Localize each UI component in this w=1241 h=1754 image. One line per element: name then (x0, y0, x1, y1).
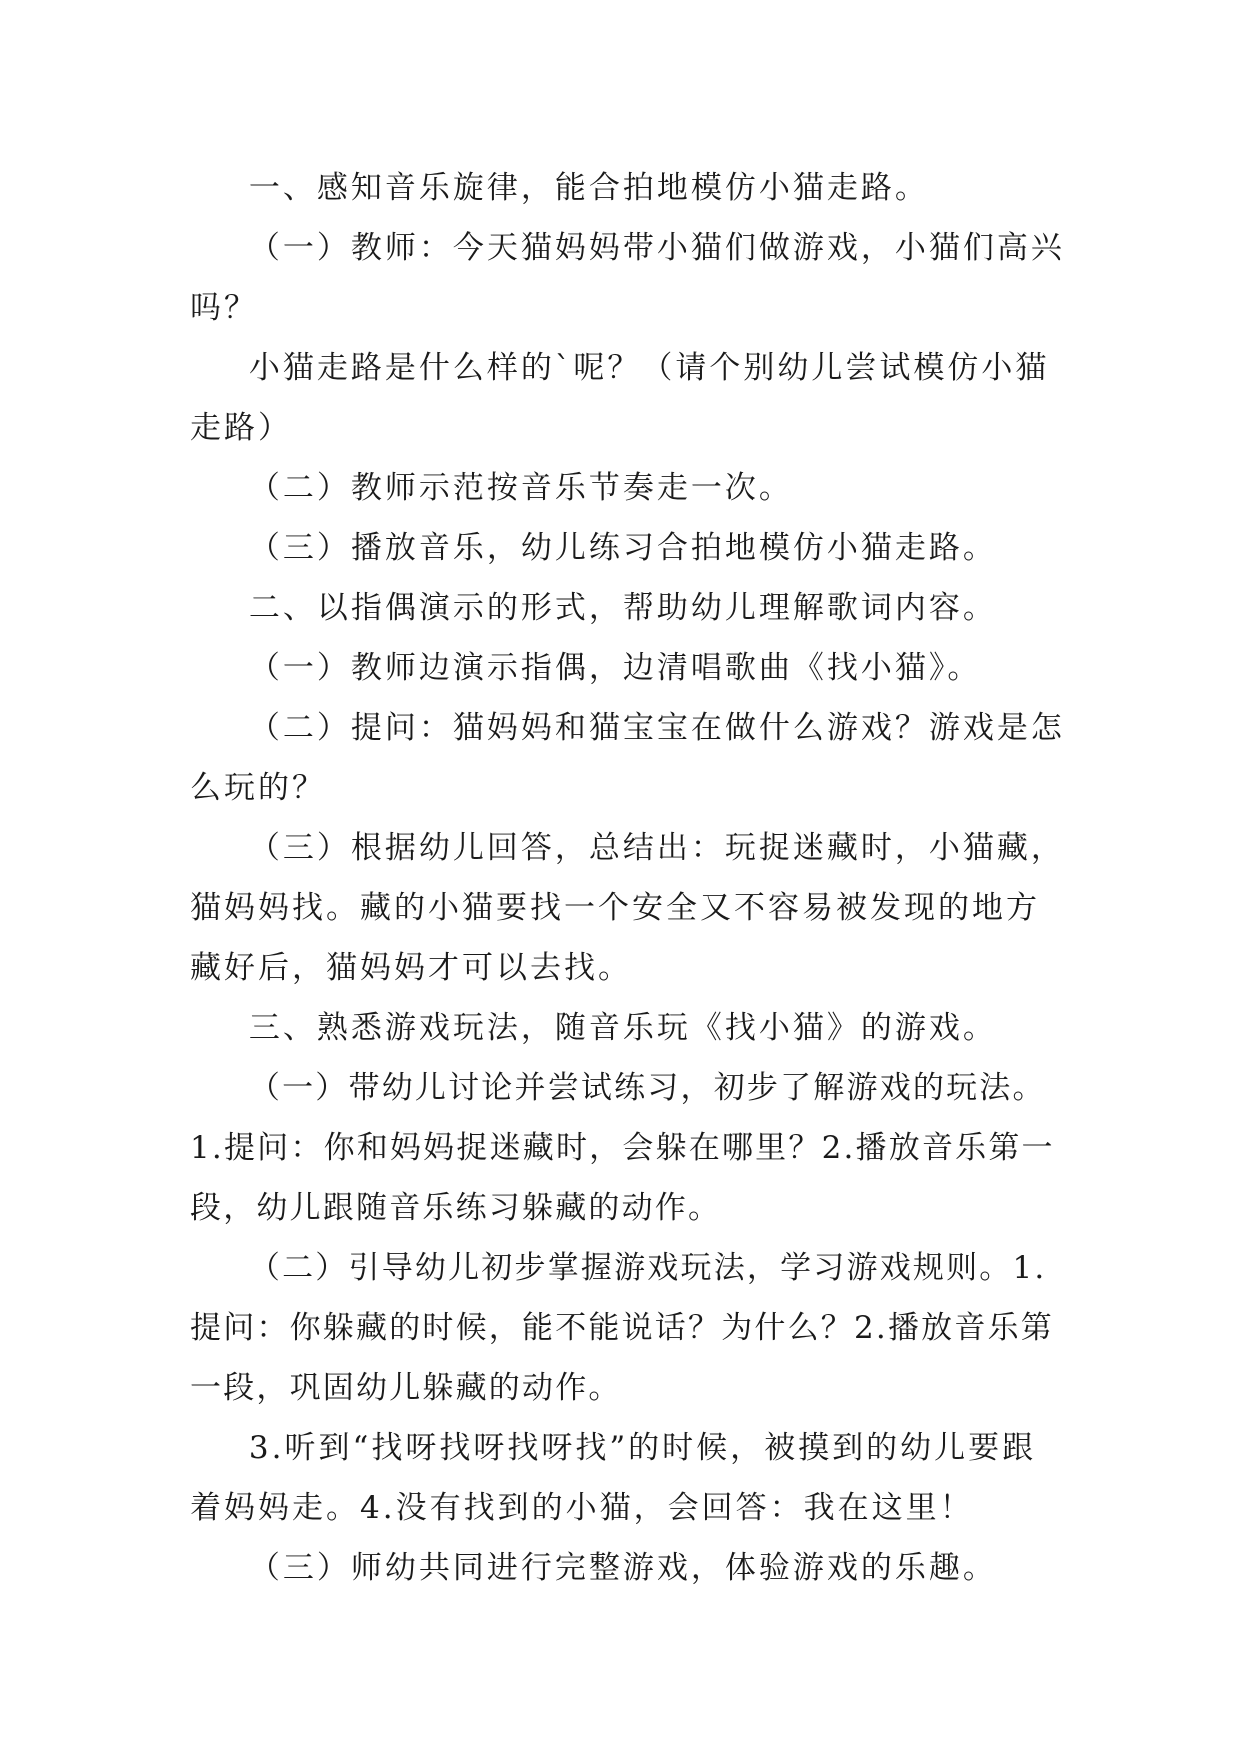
document-body (190, 158, 1065, 1598)
paragraph-2: （一）教师：今天猫妈妈带小猫们做游戏，小猫们高兴吗？ (190, 230, 1065, 326)
paragraph-7: （一）教师边演示指偶，边清唱歌曲《找小猫》。 (248, 650, 982, 686)
paragraph-9: （三）根据幼儿回答，总结出：玩捉迷藏时，小猫藏，猫妈妈找。藏的小猫要找一个安全又不容易被发现的地方藏好后，猫妈妈才可以去找。 (190, 830, 1065, 986)
paragraph-13: 3.听到“找呀找呀找呀找”的时候，被摸到的幼儿要跟着妈妈走。4.没有找到的小猫，会回答：我在这里！ (190, 1430, 1037, 1526)
paragraph-1: 一、感知音乐旋律，能合拍地模仿小猫走路。 (248, 170, 929, 206)
paragraph-11: （一）带幼儿讨论并尝试练习，初步了解游戏的玩法。1.提问：你和妈妈捉迷藏时，会躲在哪里？2.播放音乐第一段，幼儿跟随音乐练习躲藏的动作。 (190, 1070, 1055, 1226)
paragraph-4: （二）教师示范按音乐节奏走一次。 (248, 470, 793, 506)
paragraph-6: 二、以指偶演示的形式，帮助幼儿理解歌词内容。 (248, 590, 997, 626)
paragraph-12: （二）引导幼儿初步掌握游戏玩法，学习游戏规则。1.提问：你躲藏的时候，能不能说话？为什么？2.播放音乐第一段，巩固幼儿躲藏的动作。 (190, 1250, 1054, 1406)
paragraph-14: （三）师幼共同进行完整游戏，体验游戏的乐趣。 (248, 1550, 997, 1586)
paragraph-3: 小猫走路是什么样的`呢？（请个别幼儿尝试模仿小猫走路） (190, 350, 1050, 446)
paragraph-5: （三）播放音乐，幼儿练习合拍地模仿小猫走路。 (248, 530, 997, 566)
paragraph-10: 三、熟悉游戏玩法，随音乐玩《找小猫》的游戏。 (248, 1010, 997, 1046)
paragraph-8: （二）提问：猫妈妈和猫宝宝在做什么游戏？游戏是怎么玩的？ (190, 710, 1065, 806)
